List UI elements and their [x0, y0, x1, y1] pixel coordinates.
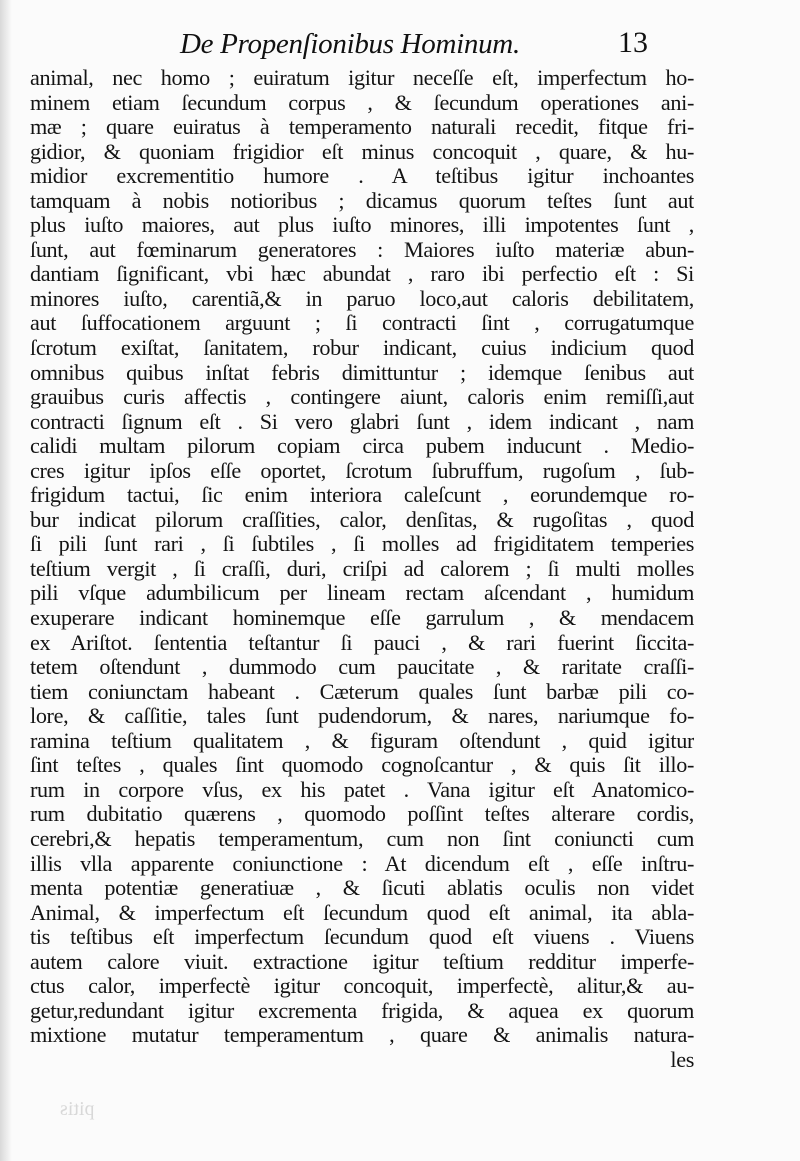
- page-number: 13: [618, 26, 648, 59]
- text-line: cres igitur ipſos eſſe oportet, ſcrotum ſubruffum, rugoſum , ſub-: [30, 458, 694, 483]
- text-line: tiem coniunctam habeant . Cæterum quales ſunt barbæ pili co-: [30, 679, 694, 704]
- text-line: plus iuſto maiores, aut plus iuſto minores, illi impotentes ſunt ,: [30, 213, 694, 238]
- text-line: ex Ariſtot. ſententia teſtantur ſi pauci , & rari fuerint ſiccita-: [30, 630, 694, 655]
- body-text: [30, 66, 694, 1072]
- text-line: rum in corpore vſus, ex his patet . Vana igitur eſt Anatomico-: [30, 777, 694, 802]
- text-line: minem etiam ſecundum corpus , & ſecundum operationes ani-: [30, 90, 694, 115]
- text-line: getur,redundant igitur excrementa frigida, & aquea ex quorum: [30, 998, 694, 1023]
- text-line: ſunt, aut fœminarum generatores : Maiores iuſto materiæ abun-: [30, 237, 694, 262]
- text-line: contracti ſignum eſt . Si vero glabri ſunt , idem indicant , nam: [30, 409, 694, 434]
- text-line: minores iuſto, carentiã,& in paruo loco,aut caloris debilitatem,: [30, 286, 694, 311]
- text-line: ſcrotum exiſtat, ſanitatem, robur indicant, cuius indicium quod: [30, 336, 694, 361]
- text-line: mæ ; quare euiratus à temperamento naturali recedit, fitque fri-: [30, 115, 694, 140]
- text-line: mixtione mutatur temperamentum , quare & animalis natura-: [30, 1023, 694, 1048]
- text-line: calidi multam pilorum copiam circa pubem inducunt . Medio-: [30, 434, 694, 459]
- text-line: omnibus quibus inſtat febris dimittuntur ; idemque ſenibus aut: [30, 360, 694, 385]
- bleed-through-text: pitis: [60, 1098, 95, 1120]
- page-header: [180, 22, 660, 62]
- text-line: tis teſtibus eſt imperfectum ſecundum quod eſt viuens . Viuens: [30, 925, 694, 950]
- text-line: cerebri,& hepatis temperamentum, cum non ſint coniuncti cum: [30, 826, 694, 851]
- text-line: exuperare indicant hominemque eſſe garrulum , & mendacem: [30, 606, 694, 631]
- text-line: ctus calor, imperfectè igitur concoquit, imperfectè, alitur,& au-: [30, 974, 694, 999]
- text-line: tetem oſtendunt , dummodo cum paucitate , & raritate craſſi-: [30, 655, 694, 680]
- catchword: les: [670, 1047, 694, 1072]
- text-line: ſi pili ſunt rari , ſi ſubtiles , ſi molles ad frigiditatem temperies: [30, 532, 694, 557]
- text-line: dantiam ſignificant, vbi hæc abundat , raro ibi perfectio eſt : Si: [30, 262, 694, 287]
- text-line: autem calore viuit. extractione igitur teſtium redditur imperfe-: [30, 949, 694, 974]
- text-line: tamquam à nobis notioribus ; dicamus quorum teſtes ſunt aut: [30, 188, 694, 213]
- text-line: aut ſuffocationem arguunt ; ſi contracti ſint , corrugatumque: [30, 311, 694, 336]
- text-line: bur indicat pilorum craſſities, calor, denſitas, & rugoſitas , quod: [30, 507, 694, 532]
- text-line: grauibus curis affectis , contingere aiunt, caloris enim remiſſi,aut: [30, 385, 694, 410]
- text-line: animal, nec homo ; euiratum igitur neceſſe eſt, imperfectum ho-: [30, 66, 694, 90]
- text-line: pili vſque adumbilicum per lineam rectam aſcendant , humidum: [30, 581, 694, 606]
- text-line: ramina teſtium qualitatem , & figuram oſtendunt , quid igitur: [30, 728, 694, 753]
- text-line: gidior, & quoniam frigidior eſt minus concoquit , quare, & hu-: [30, 139, 694, 164]
- text-line: menta potentiæ generatiuæ , & ſicuti ablatis oculis non videt: [30, 876, 694, 901]
- gutter-shadow: [0, 0, 12, 1161]
- text-line: rum dubitatio quærens , quomodo poſſint teſtes alterare cordis,: [30, 802, 694, 827]
- text-line: midior excrementitio humore . A teſtibus igitur inchoantes: [30, 164, 694, 189]
- text-line: frigidum tactui, ſic enim interiora caleſcunt , eorundemque ro-: [30, 483, 694, 508]
- text-line: Animal, & imperfectum eſt ſecundum quod eſt animal, ita abla-: [30, 900, 694, 925]
- running-title: De Propenſionibus Hominum.: [180, 28, 520, 60]
- text-line: teſtium vergit , ſi craſſi, duri, criſpi ad calorem ; ſi multi molles: [30, 556, 694, 581]
- text-line: ſint teſtes , quales ſint quomodo cognoſcantur , & quis ſit illo-: [30, 753, 694, 778]
- text-line: illis vlla apparente coniunctione : At dicendum eſt , eſſe inſtru-: [30, 851, 694, 876]
- text-line: lore, & caſſitie, tales ſunt pudendorum, & nares, nariumque fo-: [30, 704, 694, 729]
